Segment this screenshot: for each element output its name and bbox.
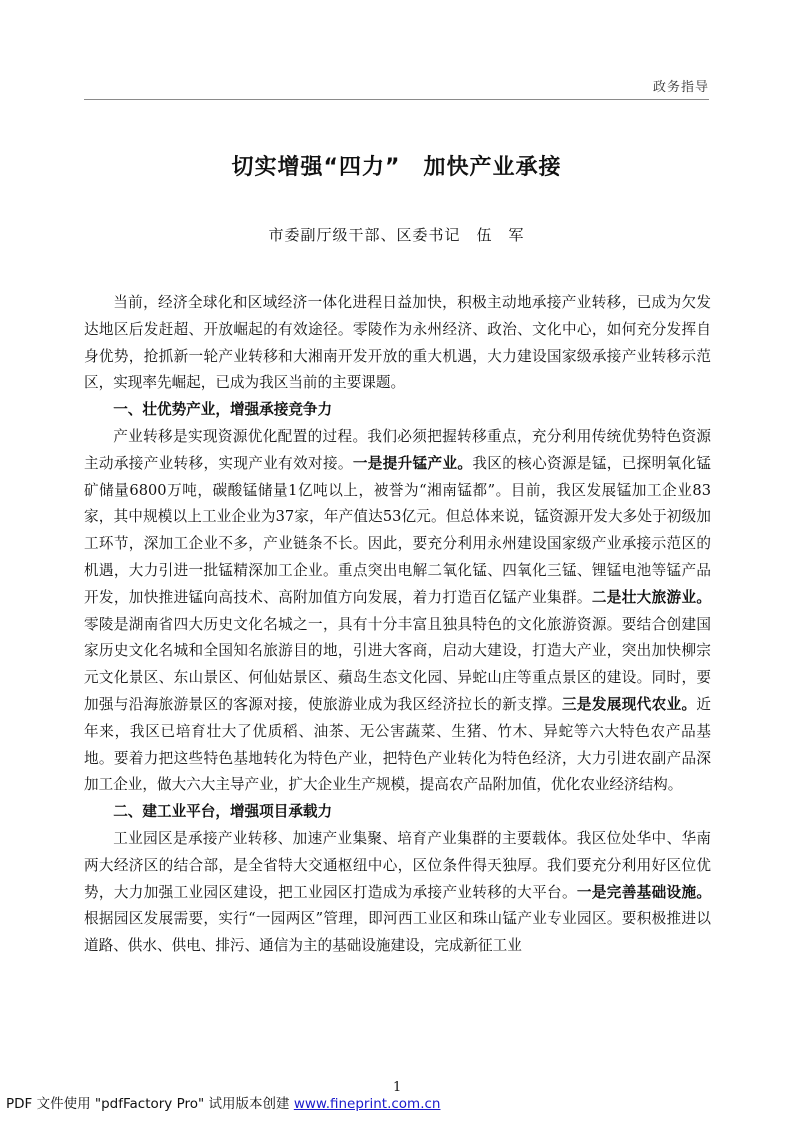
section-1-point-2: 二是壮大旅游业。 (591, 588, 711, 606)
footer-text: PDF 文件使用 "pdfFactory Pro" 试用版本创建 (6, 1096, 294, 1112)
article-title: 切实增强“四力” 加快产业承接 (231, 155, 562, 180)
page-number: 1 (393, 1080, 402, 1095)
section-1-text-2: 我区的核心资源是锰，已探明氧化锰矿储量6800万吨，碳酸锰储量1亿吨以上，被誉为“湘南锰都”。目前，我区发展锰加工企业83家，其中规模以上工业企业为37家，年产值达53亿元。但总体来说，锰资源开发大多处于初级加工环节，深加工企业不多，产业链条不长。因此，要充分利用永州建设国家级产业承接示范区的机遇，大力引进一批锰精深加工企业。重点突出电解二氧化锰、四氧化三锰、锂锰电池等锰产品开发，加快推进锰向高技术、高附加值方向发展，着力打造百亿锰产业集群。 (84, 454, 711, 606)
article-body (84, 290, 711, 960)
section-2-text-1: 工业园区是承接产业转移、加速产业集聚、培育产业集群的主要载体。我区位处华中、华南两大经济区的结合部，是全省特大交通枢纽中心，区位条件得天独厚。我们要充分利用好区位优势，大力加强工业园区建设，把工业园区打造成为承接产业转移的大平台。 (84, 829, 711, 901)
section-1-text-3: 零陵是湖南省四大历史文化名城之一，具有十分丰富且独具特色的文化旅游资源。要结合创建国家历史文化名城和全国知名旅游目的地，引进大客商，启动大建设，打造大产业，突出加快柳宗元文化景区、东山景区、何仙姑景区、蘋岛生态文化园、异蛇山庄等重点景区的建设。同时，要加强与沿海旅游景区的客源对接，使旅游业成为我区经济拉长的新支撑。 (84, 615, 711, 713)
intro-paragraph: 当前，经济全球化和区域经济一体化进程日益加快，积极主动地承接产业转移，已成为欠发达地区后发赶超、开放崛起的有效途径。零陵作为永州经济、政治、文化中心，如何充分发挥自身优势，抢抓新一轮产业转移和大湘南开发开放的重大机遇，大力建设国家级承接产业转移示范区，实现率先崛起，已成为我区当前的主要课题。 (84, 294, 711, 392)
article-byline: 市委副厅级干部、区委书记 伍 军 (268, 226, 525, 244)
footer-link[interactable]: www.fineprint.com.cn (293, 1096, 441, 1112)
section-1-point-3: 三是发展现代农业。 (561, 695, 697, 713)
section-2-point-1: 一是完善基础设施。 (576, 883, 711, 901)
section-2-text-2: 根据园区发展需要，实行“一园两区”管理，即河西工业区和珠山锰产业专业园区。要积极推进以道路、供水、供电、排污、通信为主的基础设施建设，完成新征工业 (84, 910, 711, 955)
section-1-text-1: 产业转移是实现资源优化配置的过程。我们必须把握转移重点，充分利用传统优势特色资源主动承接产业转移，实现产业有效对接。 (84, 427, 711, 472)
pdf-footer (6, 1092, 440, 1112)
section-2-paragraph (84, 826, 711, 960)
section-2-heading: 二、建工业平台，增强项目承载力 (113, 803, 333, 821)
section-1-point-1: 一是提升锰产业。 (352, 454, 473, 472)
section-1-paragraph (84, 424, 711, 799)
header-section-label: 政务指导 (652, 80, 709, 95)
section-1-text-4: 近年来，我区已培育壮大了优质稻、油茶、无公害蔬菜、生猪、竹木、异蛇等六大特色农产品基地。要着力把这些特色基地转化为特色产业，把特色产业转化为特色经济，大力引进农副产品深加工企业，做大六大主导产业，扩大企业生产规模，提高农产品附加值，优化农业经济结构。 (84, 695, 711, 794)
section-1-heading: 一、壮优势产业，增强承接竞争力 (113, 401, 333, 419)
header-divider (84, 99, 709, 100)
